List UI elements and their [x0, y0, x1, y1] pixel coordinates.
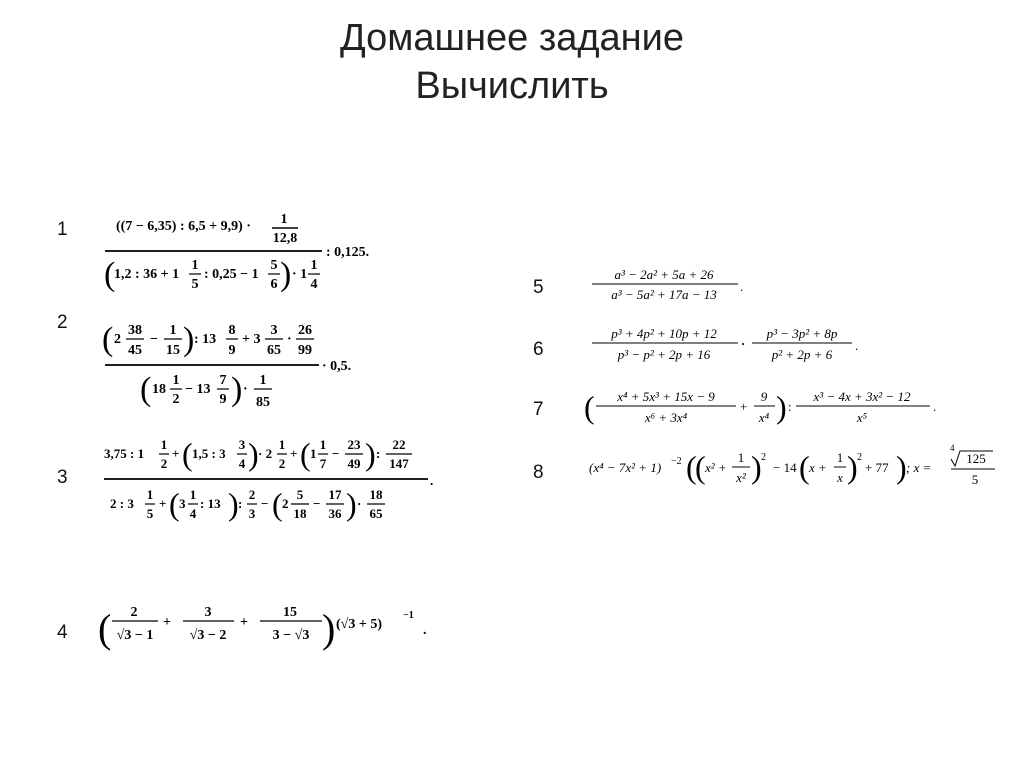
- expr3-n-b: 1,5 : 3: [192, 446, 226, 461]
- svg-text:): ): [346, 486, 357, 522]
- expr6-f2-n: p³ − 3p² + 8p: [766, 326, 838, 341]
- expr2-dot: ·: [287, 332, 292, 347]
- svg-text:): ): [847, 449, 858, 485]
- expr7-plus: +: [740, 399, 748, 414]
- expr8-f2-d: x: [837, 470, 843, 485]
- expr3-g3-d: 3: [248, 506, 256, 521]
- expr3-d-minus: −: [261, 496, 269, 511]
- svg-text:(: (: [686, 449, 697, 485]
- svg-text:): ): [280, 256, 292, 293]
- expr8-b-exp: 2: [761, 452, 766, 463]
- task-number-1: 1: [57, 219, 68, 240]
- expr2-f1-n: 38: [128, 323, 142, 338]
- svg-text:(: (: [102, 321, 114, 358]
- expr3-d-plus: +: [159, 496, 167, 511]
- expr8-a: (x⁴ − 7x² + 1): [589, 460, 662, 475]
- svg-text:): ): [248, 436, 259, 472]
- expr2-g2-n: 7: [219, 373, 227, 388]
- expr3-f1-n: 1: [160, 437, 168, 452]
- expression-3: [100, 430, 450, 535]
- task-number-5: 5: [533, 277, 544, 298]
- expr3-g2-n: 1: [189, 487, 197, 502]
- expr8-e: + 77: [865, 460, 889, 475]
- expr7-f1-d: x⁶ + 3x⁴: [644, 410, 688, 425]
- expr2-n-c: + 3: [242, 332, 261, 347]
- expr2-f3-d: 9: [228, 343, 236, 358]
- task-number-4: 4: [57, 622, 68, 643]
- expr8-root-index: 4: [950, 443, 955, 453]
- expr3-n-a: 3,75 : 1: [104, 446, 145, 461]
- expr3-d-c: : 13: [200, 496, 221, 511]
- expr3-f3-d: 2: [278, 456, 286, 471]
- expr3-f3-n: 1: [278, 437, 286, 452]
- svg-text:(: (: [140, 371, 152, 408]
- expr6-f2-d: p² + 2p + 6: [771, 347, 833, 362]
- expr7-f1-n: x⁴ + 5x³ + 15x − 9: [617, 389, 715, 404]
- expr6-f1-n: p³ + 4p² + 10p + 12: [611, 326, 717, 341]
- svg-text:): ): [228, 486, 239, 522]
- expr7-f3-n: x³ − 4x + 3x² − 12: [813, 389, 911, 404]
- slide-title: [0, 14, 1024, 110]
- expr2-d-b: − 13: [185, 382, 211, 397]
- expr2-f5-d: 99: [298, 343, 312, 358]
- expr8-f1-n: 1: [737, 450, 745, 465]
- expr1-numerator-text: ((7 − 6,35) : 6,5 + 9,9) ·: [116, 219, 251, 234]
- expr3-f6-n: 22: [392, 437, 406, 452]
- expression-6: [590, 324, 870, 366]
- expr7-tail: .: [933, 399, 937, 414]
- expr2-f4-d: 65: [267, 343, 281, 358]
- expr4-exp: −1: [403, 610, 414, 621]
- svg-text:(: (: [169, 486, 180, 522]
- expr2-f1-d: 45: [128, 343, 142, 358]
- expr2-d-a: 18: [152, 382, 166, 397]
- expression-1: [100, 206, 390, 306]
- expr7-colon: :: [788, 399, 792, 414]
- expr2-op1: −: [150, 332, 158, 347]
- expr2-d-dot: ·: [243, 382, 248, 397]
- expr2-tail: · 0,5.: [322, 359, 352, 374]
- svg-text:): ): [776, 389, 787, 425]
- svg-text:(: (: [104, 256, 116, 293]
- expr1-num-frac-d: 12,8: [272, 231, 298, 246]
- svg-text:(: (: [695, 449, 706, 485]
- expr2-n-a: 2: [114, 332, 121, 347]
- expr3-g2-d: 4: [189, 506, 197, 521]
- svg-text:): ): [365, 436, 376, 472]
- expr3-g3-n: 2: [248, 487, 256, 502]
- svg-text:): ): [896, 449, 907, 485]
- expr3-tail: .: [430, 473, 434, 488]
- expr3-n-d: 1: [310, 446, 317, 461]
- expr5-numerator: a³ − 2a² + 5a + 26: [614, 267, 714, 282]
- svg-text:(: (: [98, 606, 112, 651]
- expr3-n-colon: :: [376, 446, 381, 461]
- expr3-f5-n: 23: [347, 437, 361, 452]
- expr3-d-a: 2 : 3: [110, 496, 134, 511]
- expr2-g1-d: 2: [172, 392, 180, 407]
- title-line-1: Домашнее задание: [339, 17, 685, 59]
- expr3-f6-d: 147: [389, 456, 409, 471]
- expr3-g1-d: 5: [146, 506, 154, 521]
- expr4-tail: (√3 + 5): [336, 617, 382, 632]
- task-number-7: 7: [533, 399, 544, 420]
- expr3-d-dot: ·: [357, 496, 362, 511]
- expr3-f4-d: 7: [319, 456, 327, 471]
- expr2-f4-n: 3: [270, 323, 278, 338]
- expr5-tail: .: [740, 279, 744, 294]
- expr3-g4-n: 5: [296, 487, 304, 502]
- expr3-g6-n: 18: [369, 487, 383, 502]
- expr4-f3-n: 15: [283, 605, 297, 620]
- expr3-g5-n: 17: [328, 487, 342, 502]
- expr1-den-f1-n: 1: [191, 258, 199, 273]
- expr1-num-frac-n: 1: [280, 212, 288, 227]
- expr1-den-f2-n: 5: [270, 258, 278, 273]
- expr1-tail: : 0,125.: [326, 245, 370, 260]
- svg-text:): ): [183, 321, 195, 358]
- expr8-f1-d: x²: [736, 470, 746, 485]
- expr1-den-f3-n: 1: [310, 258, 318, 273]
- expr2-g3-d: 85: [256, 395, 270, 410]
- expr3-n-plus2: +: [290, 446, 298, 461]
- expr2-n-b: : 13: [194, 332, 217, 347]
- task-number-3: 3: [57, 467, 68, 488]
- expr8-root-den: 5: [971, 472, 979, 487]
- expr2-g1-n: 1: [172, 373, 180, 388]
- svg-text:(: (: [272, 486, 283, 522]
- expr8-f: ; x =: [906, 460, 932, 475]
- expr3-f5-d: 49: [347, 456, 361, 471]
- expr2-f5-n: 26: [298, 323, 312, 338]
- expr7-f2-d: x⁴: [758, 410, 770, 425]
- expr3-g4-d: 18: [293, 506, 307, 521]
- expr2-f2-d: 15: [166, 343, 180, 358]
- expr8-f2-n: 1: [836, 450, 844, 465]
- expr8-a-exp: −2: [671, 456, 682, 467]
- expr4-f3-d: 3 − √3: [272, 628, 310, 643]
- expr1-den-a: 1,2 : 36 + 1: [114, 267, 180, 282]
- svg-text:): ): [322, 606, 336, 651]
- expr3-d-d: 2: [282, 496, 289, 511]
- expr3-g6-d: 65: [369, 506, 383, 521]
- expr3-f1-d: 2: [160, 456, 168, 471]
- expr3-f2-n: 3: [238, 437, 246, 452]
- expr8-d: x +: [809, 460, 827, 475]
- svg-text:(: (: [300, 436, 311, 472]
- expr3-n-minus: −: [332, 446, 340, 461]
- expr4-plus1: +: [163, 615, 171, 630]
- expr7-f3-d: x⁵: [856, 410, 868, 425]
- expr6-tail: .: [855, 338, 859, 353]
- expr8-d-exp: 2: [857, 452, 862, 463]
- expr2-f2-n: 1: [169, 323, 177, 338]
- expression-8: [589, 442, 1019, 492]
- expr6-f1-d: p³ − p² + 2p + 16: [617, 347, 711, 362]
- expr3-g1-n: 1: [146, 487, 154, 502]
- expr7-f2-n: 9: [760, 389, 768, 404]
- expr3-d-minus2: −: [313, 496, 321, 511]
- expr1-den-f3-d: 4: [310, 277, 318, 292]
- task-number-8: 8: [533, 462, 544, 483]
- expr4-f2-d: √3 − 2: [189, 628, 227, 643]
- expression-4: [98, 598, 448, 658]
- svg-text:(: (: [799, 449, 810, 485]
- expr2-f3-n: 8: [228, 323, 236, 338]
- expression-2: [100, 316, 370, 416]
- svg-text:(: (: [584, 389, 595, 425]
- expression-5: [590, 266, 760, 306]
- expr4-f2-n: 3: [204, 605, 212, 620]
- expr4-f1-d: √3 − 1: [116, 628, 154, 643]
- expr3-n-plus: +: [172, 446, 180, 461]
- expr8-root-value: 125: [966, 451, 986, 466]
- title-line-2: Вычислить: [415, 65, 609, 107]
- expr3-g5-d: 36: [328, 506, 342, 521]
- expr8-b: x² +: [705, 460, 727, 475]
- expr6-op: ·: [741, 336, 746, 351]
- expr1-den-b: : 0,25 − 1: [204, 267, 259, 282]
- expression-7: [584, 386, 984, 430]
- expr1-den-f2-d: 6: [270, 277, 278, 292]
- expr1-den-c: · 1: [292, 267, 308, 282]
- svg-text:(: (: [182, 436, 193, 472]
- expr4-plus2: +: [240, 615, 248, 630]
- expr3-n-c: · 2: [258, 446, 273, 461]
- expr3-d-colon: :: [238, 496, 243, 511]
- expr3-f4-n: 1: [319, 437, 327, 452]
- expr3-d-b: 3: [179, 496, 186, 511]
- expr4-end: .: [423, 623, 427, 638]
- expr4-f1-n: 2: [130, 605, 138, 620]
- expr2-g3-n: 1: [259, 373, 267, 388]
- expr5-denominator: a³ − 5a² + 17a − 13: [611, 287, 717, 302]
- svg-text:): ): [751, 449, 762, 485]
- svg-text:): ): [231, 371, 243, 408]
- expr3-f2-d: 4: [238, 456, 246, 471]
- expr2-g2-d: 9: [219, 392, 227, 407]
- task-number-6: 6: [533, 339, 544, 360]
- expr8-c: − 14: [773, 460, 797, 475]
- task-number-2: 2: [57, 312, 68, 333]
- expr1-den-f1-d: 5: [191, 277, 199, 292]
